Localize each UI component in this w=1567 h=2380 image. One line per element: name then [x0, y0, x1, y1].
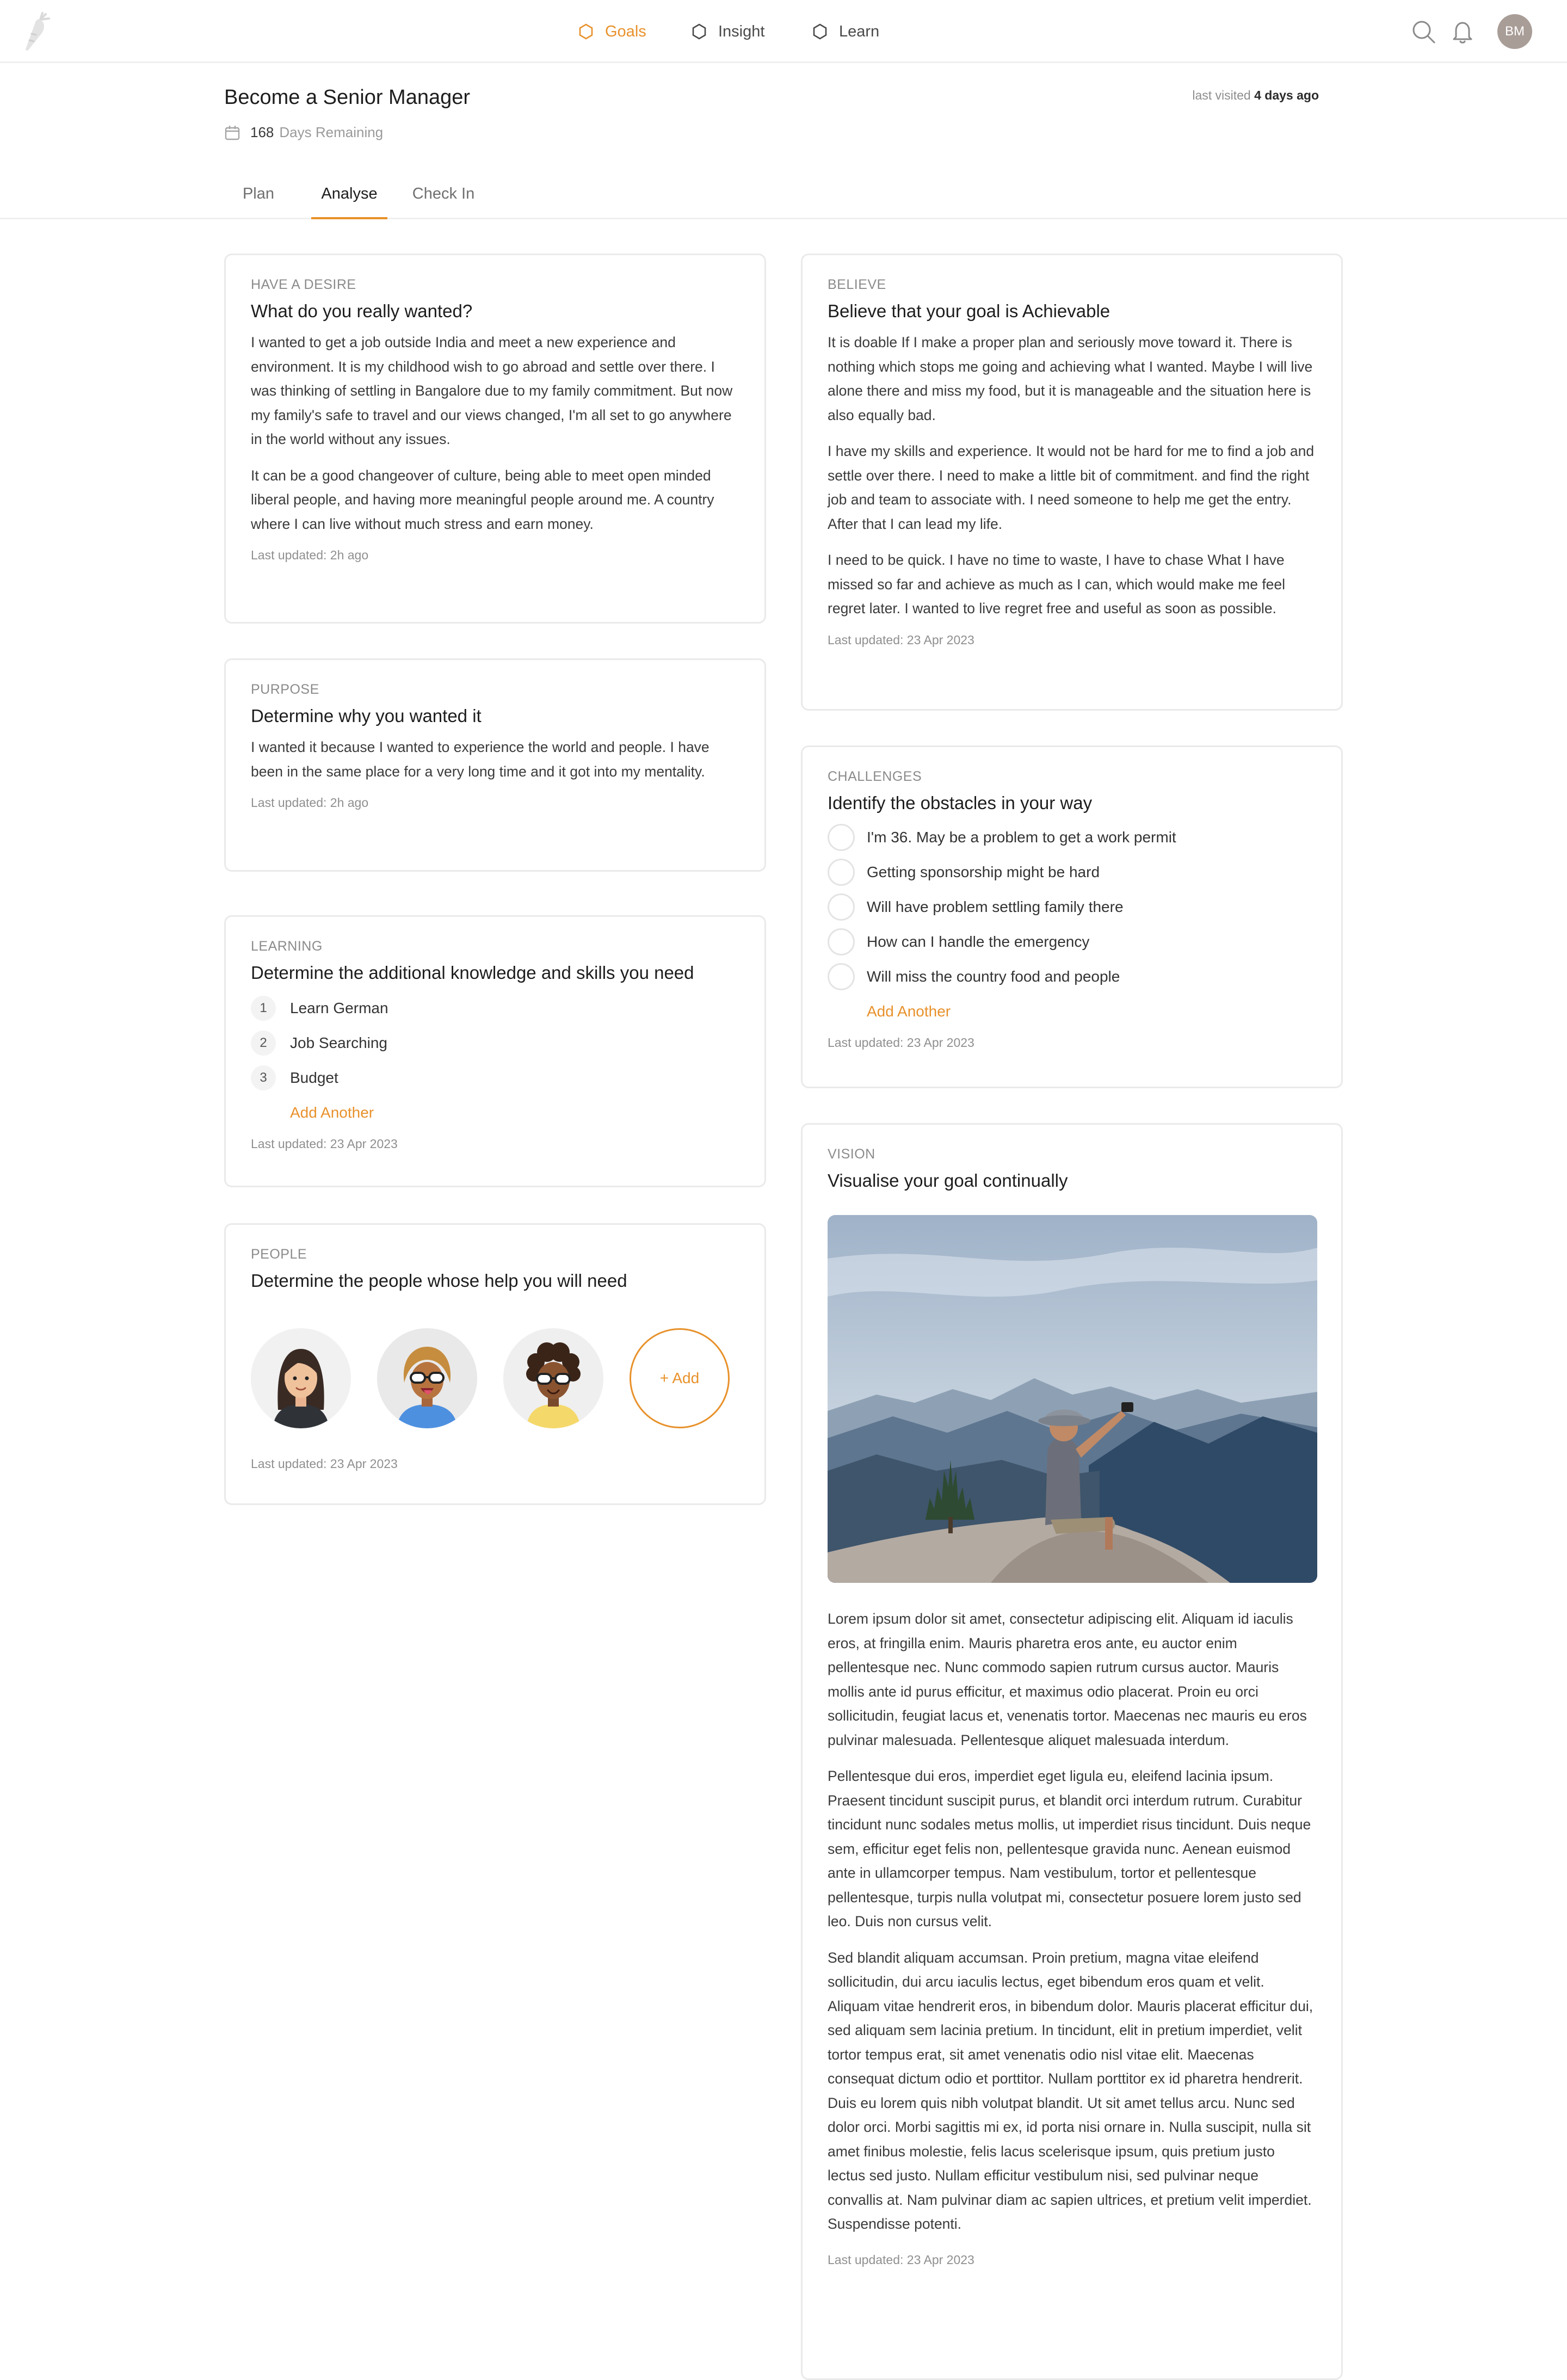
item-label: I'm 36. May be a problem to get a work permit: [867, 829, 1176, 846]
item-number: 2: [251, 1031, 276, 1056]
tab-plan[interactable]: Plan: [242, 185, 275, 202]
item-number: 3: [251, 1065, 276, 1090]
card-kicker: LEARNING: [251, 939, 323, 954]
days-number: 168: [250, 124, 274, 140]
nav-insight[interactable]: [691, 0, 764, 63]
item-label: Getting sponsorship might be hard: [867, 864, 1100, 880]
item-number: 1: [251, 996, 276, 1021]
item-label: Budget: [290, 1069, 338, 1086]
checklist-item[interactable]: [828, 855, 1316, 890]
nav-insight-label: Insight: [718, 22, 765, 40]
tab-analyse[interactable]: Analyse: [311, 185, 387, 219]
purpose-card: [224, 658, 766, 872]
list-item[interactable]: [251, 1026, 739, 1060]
last-updated: Last updated: 23 Apr 2023: [828, 1035, 974, 1050]
user-avatar[interactable]: BM: [1497, 14, 1532, 49]
list-item[interactable]: [251, 1060, 739, 1095]
hexagon-icon: [578, 23, 594, 40]
people-card: [224, 1223, 766, 1505]
card-title: Determine the people whose help you will need: [251, 1271, 627, 1291]
carrot-logo-icon[interactable]: [24, 12, 51, 51]
last-updated: Last updated: 23 Apr 2023: [828, 2252, 974, 2267]
last-visited: [1192, 88, 1319, 103]
card-title: Determine why you wanted it: [251, 706, 482, 726]
checklist-item[interactable]: [828, 924, 1316, 959]
vision-card: [801, 1123, 1343, 2380]
card-kicker: VISION: [828, 1146, 875, 1162]
checkbox[interactable]: [828, 928, 855, 955]
card-kicker: BELIEVE: [828, 277, 886, 292]
card-paragraph: Lorem ipsum dolor sit amet, consectetur adipiscing elit. Aliquam id iaculis eros, at fringilla enim. Mauris pharetra eros ante, eu auctor enim pellentesque nec. Nunc commodo sapien rutrum cursus auctor. Mauris mollis ante id purus efficitur, et maximus odio placerat. Proin eu orci sollicitudin, feugiat lacus et, venenatis tortor. Maecenas nec mauris eu eros pulvinar malesuada. Pellentesque aliquet malesuada interdum.: [828, 1611, 1307, 1748]
card-kicker: PEOPLE: [251, 1247, 307, 1262]
list-item[interactable]: [251, 991, 739, 1026]
person-avatar[interactable]: [503, 1328, 603, 1428]
checkbox[interactable]: [828, 824, 855, 851]
checkbox[interactable]: [828, 859, 855, 886]
checkbox[interactable]: [828, 963, 855, 990]
top-bar: [0, 0, 1567, 63]
search-icon[interactable]: [1410, 19, 1436, 45]
card-title: Determine the additional knowledge and skills you need: [251, 963, 694, 983]
learning-list: [251, 991, 739, 1130]
card-paragraph: It can be a good changeover of culture, being able to meet open minded liberal people, and having more meaningful people around me. A country where I can live without much stress and earn money.: [251, 467, 714, 532]
card-paragraph: Sed blandit aliquam accumsan. Proin pretium, magna vitae eleifend sollicitudin, dui arcu iaculis lectus, eget bibendum eros quam et velit. Aliquam vitae hendrerit eros, in bibendum dolor. Mauris placerat efficitur dui, sed aliquam sem lacinia pretium. In tincidunt, elit in pretium imperdiet, velit tortor tempus erat, sit amet venenatis odio nisl vitae elit. Maecenas consequat dictum odio et porttitor. Nullam porttitor ex id pharetra hendrerit. Duis eu lorem quis nibh volutpat blandit. Ut sit amet tellus arcu. Nunc sed dolor orci. Morbi sagittis mi ex, id porta nisi ornare in. Nulla suscipit, nulla sit amet finibus molestie, felis lacus scelerisque ipsum, quis pretium justo lectus sed justo. Nullam efficitur vestibulum nisi, sed pulvinar neque convallis at. Nam pulvinar diam ac sapien ultrices, et pretium velit imperdiet. Suspendisse potenti.: [828, 1949, 1313, 2232]
item-label: Will have problem settling family there: [867, 898, 1124, 915]
item-label: Will miss the country food and people: [867, 968, 1120, 985]
days-label: Days Remaining: [279, 124, 384, 140]
nav-learn-label: Learn: [839, 22, 880, 40]
card-paragraph: Pellentesque dui eros, imperdiet eget ligula eu, eleifend lacinia ipsum. Praesent tincidunt suscipit purus, et blandit orci interdum rutrum. Curabitur tincidunt nunc sodales metus mollis, ut imperdiet risus tincidunt. Duis neque sem, efficitur eget felis non, pellentesque gravida nunc. Aenean euismod ante in ullamcorper tempus. Nam vestibulum, tortor et pellentesque pellentesque, turpis nulla volutpat mi, consectetur posuere lorem justo sed leo. Duis non cursus velit.: [828, 1768, 1311, 1929]
last-updated: Last updated: 2h ago: [251, 796, 369, 810]
card-paragraph: I wanted it because I wanted to experience the world and people. I have been in the same place for a very long time and it got into my mentality.: [251, 739, 710, 780]
card-kicker: HAVE A DESIRE: [251, 277, 356, 292]
page-title: Become a Senior Manager: [224, 86, 471, 109]
item-label: How can I handle the emergency: [867, 933, 1090, 950]
add-another-link[interactable]: Add Another: [867, 1003, 951, 1020]
learning-card: [224, 915, 766, 1187]
add-person-button[interactable]: + Add: [630, 1328, 730, 1428]
card-paragraph: I need to be quick. I have no time to waste, I have to chase What I have missed so far and achieve as much as I can, which would make me feel regret later. I wanted to live regret free and useful as soon as possible.: [828, 552, 1286, 616]
card-paragraph: It is doable If I make a proper plan and seriously move toward it. There is nothing which stops me going and achieving what I wanted. Maybe I will live alone there and miss my food, but it is manageable and the situation here is also equally bad.: [828, 334, 1313, 423]
card-kicker: CHALLENGES: [828, 769, 922, 784]
last-updated: Last updated: 23 Apr 2023: [251, 1137, 398, 1151]
person-avatar[interactable]: [377, 1328, 477, 1428]
last-updated: Last updated: 23 Apr 2023: [828, 632, 974, 647]
nav-goals-label: Goals: [605, 22, 646, 40]
hexagon-icon: [812, 23, 828, 40]
card-kicker: PURPOSE: [251, 682, 319, 697]
card-paragraph: I have my skills and experience. It would not be hard for me to find a job and settle over there. I need to make a little bit of commitment. and find the right job and team to associate with. I need someone to help me get the entry. After that I can lead my life.: [828, 443, 1315, 532]
days-remaining: [224, 124, 383, 141]
calendar-icon: [224, 125, 240, 141]
believe-card: [801, 254, 1343, 711]
checklist-item[interactable]: [828, 959, 1316, 994]
checkbox[interactable]: [828, 893, 855, 921]
last-updated: Last updated: 23 Apr 2023: [251, 1457, 398, 1471]
card-title: What do you really wanted?: [251, 301, 473, 321]
challenges-list: [828, 820, 1316, 1029]
card-title: Believe that your goal is Achievable: [828, 301, 1111, 321]
nav-learn[interactable]: [812, 0, 879, 63]
add-another-link[interactable]: Add Another: [290, 1104, 374, 1121]
bell-icon[interactable]: [1449, 19, 1476, 45]
checklist-item[interactable]: [828, 890, 1316, 924]
vision-image: [828, 1215, 1317, 1583]
nav-goals[interactable]: [578, 0, 646, 63]
desire-card: [224, 254, 766, 624]
challenges-card: [801, 745, 1343, 1088]
item-label: Learn German: [290, 1000, 388, 1016]
last-updated: Last updated: 2h ago: [251, 548, 369, 562]
checklist-item[interactable]: [828, 820, 1316, 855]
hexagon-icon: [691, 23, 707, 40]
card-paragraph: I wanted to get a job outside India and meet a new experience and environment. It is my childhood wish to go abroad and settle over there. I was thinking of settling in Bangalore due to my family commitment. But now my family's safe to travel and our views changed, I'm all set to go anywhere in the world without any issues.: [251, 334, 733, 447]
card-title: Identify the obstacles in your way: [828, 793, 1093, 813]
last-visited-prefix: last visited: [1192, 88, 1251, 102]
person-avatar[interactable]: [251, 1328, 351, 1428]
tab-check-in[interactable]: Check In: [412, 185, 475, 202]
last-visited-value: 4 days ago: [1254, 88, 1319, 102]
people-row: [251, 1328, 739, 1428]
item-label: Job Searching: [290, 1034, 388, 1051]
card-title: Visualise your goal continually: [828, 1170, 1068, 1191]
